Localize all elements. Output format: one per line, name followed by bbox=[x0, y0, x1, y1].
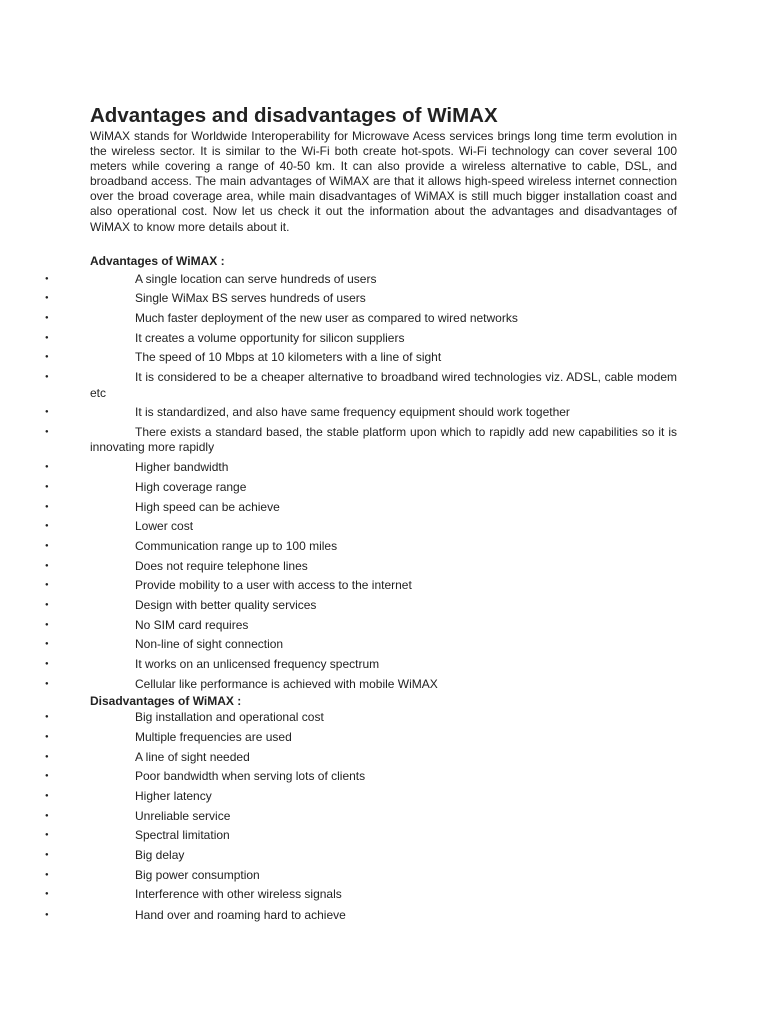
advantage-item: ● Communication range up to 100 miles bbox=[90, 539, 677, 555]
advantage-item: ● High speed can be achieve bbox=[90, 500, 677, 516]
page-title: Advantages and disadvantages of WiMAX bbox=[90, 104, 498, 127]
disadvantage-item: ● Big power consumption bbox=[90, 868, 677, 884]
disadvantage-item: ● Big delay bbox=[90, 848, 677, 864]
disadvantage-item: ● Spectral limitation bbox=[90, 828, 677, 844]
disadvantage-item: ● Interference with other wireless signals bbox=[90, 887, 677, 903]
intro-paragraph: WiMAX stands for Worldwide Interoperability for Microwave Acess services brings long time term evolution in the wireless sector. It is similar to the Wi-Fi both create hot-spots. Wi-Fi technology can cover several 100 meters while covering a range of 40-50 km. It can also provide a wireless alternative to cable, DSL, and broadband access. The main advantages of WiMAX are that it allows high-speed wireless internet connection over the broad coverage area, while main disadvantages of WiMAX is still much bigger installation coast and also operational cost. Now let us check it out the information about the advantages and disadvantages of WiMAX to know more details about it. bbox=[90, 129, 677, 234]
advantage-item: ● Non-line of sight connection bbox=[90, 637, 677, 653]
disadvantages-heading: Disadvantages of WiMAX : bbox=[90, 694, 242, 709]
advantage-item: ● No SIM card requires bbox=[90, 618, 677, 634]
advantage-item: ● Single WiMax BS serves hundreds of users bbox=[90, 291, 677, 307]
disadvantages-list bbox=[90, 710, 677, 923]
advantage-item: ● There exists a standard based, the stable platform upon which to rapidly add new capabilities so it is innovating more rapidly bbox=[90, 425, 677, 456]
advantage-item: ● It is considered to be a cheaper alternative to broadband wired technologies viz. ADSL, cable modem etc bbox=[90, 370, 677, 401]
disadvantage-item: ● Higher latency bbox=[90, 789, 677, 805]
advantages-heading: Advantages of WiMAX : bbox=[90, 253, 225, 268]
advantage-item: ● Lower cost bbox=[90, 519, 677, 535]
advantage-item: ● It is standardized, and also have same frequency equipment should work together bbox=[90, 405, 677, 421]
disadvantage-item: ● Hand over and roaming hard to achieve bbox=[90, 908, 677, 924]
disadvantage-item: ● Poor bandwidth when serving lots of clients bbox=[90, 769, 677, 785]
disadvantage-item: ● A line of sight needed bbox=[90, 750, 677, 766]
document-page bbox=[90, 103, 677, 923]
advantage-item: ● Much faster deployment of the new user as compared to wired networks bbox=[90, 311, 677, 327]
advantage-item: ● A single location can serve hundreds of users bbox=[90, 272, 677, 288]
advantage-item: ● Design with better quality services bbox=[90, 598, 677, 614]
advantage-item: ● Provide mobility to a user with access to the internet bbox=[90, 578, 677, 594]
disadvantage-item: ● Big installation and operational cost bbox=[90, 710, 677, 726]
advantage-item: ● High coverage range bbox=[90, 480, 677, 496]
advantage-item: ● It creates a volume opportunity for silicon suppliers bbox=[90, 331, 677, 347]
advantage-item: ● Cellular like performance is achieved with mobile WiMAX bbox=[90, 677, 677, 693]
disadvantage-item: ● Unreliable service bbox=[90, 809, 677, 825]
advantages-list bbox=[90, 272, 677, 693]
advantage-item: ● It works on an unlicensed frequency spectrum bbox=[90, 657, 677, 673]
advantage-item: ● The speed of 10 Mbps at 10 kilometers with a line of sight bbox=[90, 350, 677, 366]
disadvantage-item: ● Multiple frequencies are used bbox=[90, 730, 677, 746]
advantage-item: ● Higher bandwidth bbox=[90, 460, 677, 476]
advantage-item: ● Does not require telephone lines bbox=[90, 559, 677, 575]
